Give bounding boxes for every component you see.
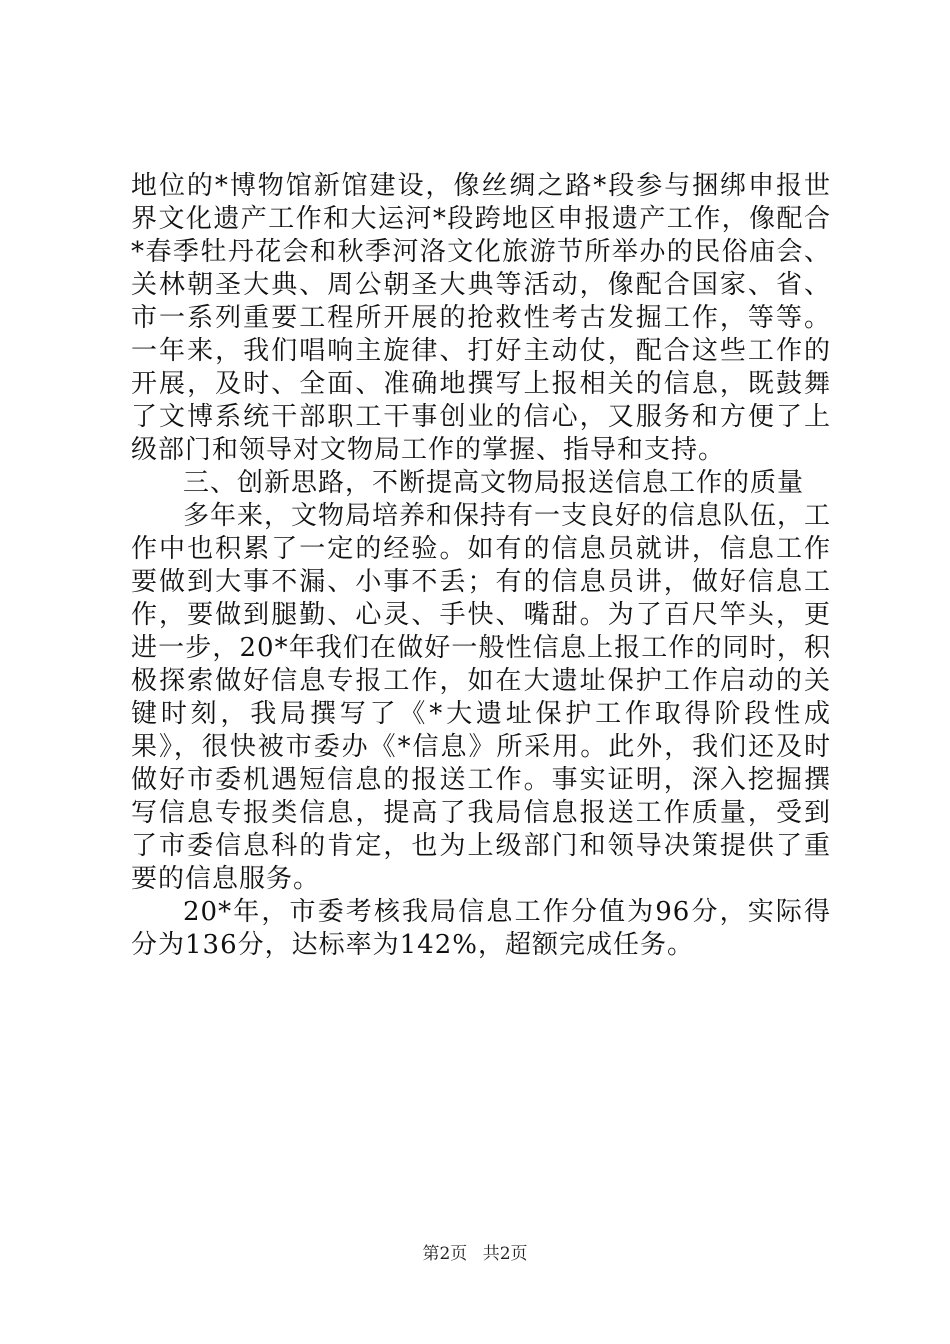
paragraph-experience: 多年来，文物局培养和保持有一支良好的信息队伍，工作中也积累了一定的经验。如有的信息员就讲，信息工作要做到大事不漏、小事不丢；有的信息员讲，做好信息工作，要做到腿勤、心灵、手快、嘴甜。为了百尺竿头，更进一步，20*年我们在做好一般性信息上报工作的同时，积极探索做好信息专报工作，如在大遗址保护工作启动的关键时刻，我局撰写了《*大遗址保护工作取得阶段性成果》，很快被市委办《*信息》所采用。此外，我们还及时做好市委机遇短信息的报送工作。事实证明，深入挖掘撰写信息专报类信息，提高了我局信息报送工作质量，受到了市委信息科的肯定，也为上级部门和领导决策提供了重要的信息服务。	[131, 501, 832, 894]
page-footer	[0, 1243, 950, 1265]
section-heading: 三、创新思路，不断提高文物局报送信息工作的质量	[183, 468, 805, 498]
document-body	[131, 170, 831, 962]
page-number: 第2页	[422, 1244, 468, 1264]
page-total: 共2页	[482, 1244, 528, 1264]
paragraph-score: 20*年，市委考核我局信息工作分值为96分，实际得分为136分，达标率为142%，超额完成任务。	[131, 897, 831, 960]
paragraph-continuation: 地位的*博物馆新馆建设，像丝绸之路*段参与捆绑申报世界文化遗产工作和大运河*段跨地区申报遗产工作，像配合*春季牡丹花会和秋季河洛文化旅游节所举办的民俗庙会、关林朝圣大典、周公朝圣大典等活动，像配合国家、省、市一系列重要工程所开展的抢救性考古发掘工作，等等。一年来，我们唱响主旋律、打好主动仗，配合这些工作的开展，及时、全面、准确地撰写上报相关的信息，既鼓舞了文博系统干部职工干事创业的信心，又服务和方便了上级部门和领导对文物局工作的掌握、指导和支持。	[131, 171, 831, 465]
